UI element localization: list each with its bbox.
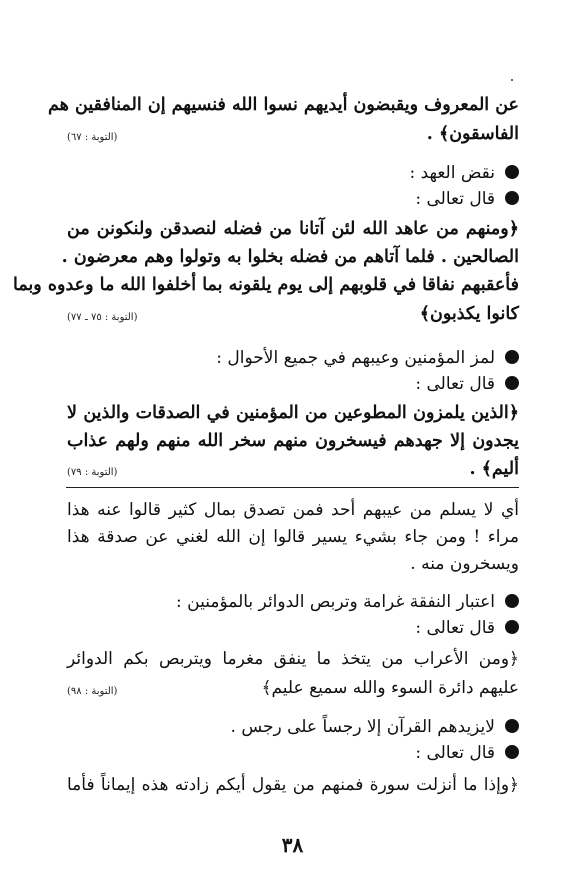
bullet-icon — [505, 620, 519, 634]
bullet-icon — [505, 191, 519, 205]
bullet-text: لمز المؤمنين وعيبهم في جميع الأحوال : — [216, 348, 495, 368]
quran-line: يجدون إلا جهدهم فيسخرون منهم سخر الله منهم ولهم عذاب — [67, 431, 519, 451]
bullet-item — [415, 371, 519, 397]
bullet-text: قال تعالى : — [415, 189, 495, 209]
quran-line-text: عليهم دائرة السوء والله سميع عليم﴾ — [261, 678, 519, 698]
bullet-item — [216, 345, 519, 371]
quran-line-text: أليم﴾ . — [469, 459, 519, 479]
quran-line-text: كانوا يكذبون﴾ — [419, 304, 519, 324]
bullet-icon — [505, 745, 519, 759]
quran-line: ﴿الذين يلمزون المطوعين من المؤمنين في الصدقات والذين لا — [67, 403, 519, 423]
commentary-line: مراء ! ومن جاء بشيء يسير قالوا إن الله لغني عن صدقة هذا — [67, 527, 519, 547]
separator-line — [66, 487, 519, 488]
quran-line: الصالحين . فلما آتاهم من فضله بخلوا به وتولوا وهم معرضون . — [61, 247, 519, 267]
bullet-icon — [505, 376, 519, 390]
bullet-icon — [505, 594, 519, 608]
verse-reference: (التوبة : ٧٩) — [67, 467, 118, 478]
bullet-text: قال تعالى : — [415, 374, 495, 394]
quran-line: ﴿وإذا ما أنزلت سورة فمنهم من يقول أيكم زادته هذه إيماناً فأما — [67, 775, 519, 795]
bullet-icon — [505, 719, 519, 733]
verse-reference: (التوبة : ٦٧) — [67, 132, 118, 143]
page-number: ٣٨ — [281, 833, 304, 857]
verse-reference: (التوبة : ٧٥ ـ ٧٧) — [67, 312, 138, 323]
quran-line: ﴿ومنهم من عاهد الله لئن آتانا من فضله لنصدقن ولنكونن من — [67, 219, 519, 239]
quran-line: عن المعروف ويقبضون أيديهم نسوا الله فنسيهم إن المنافقين هم — [48, 95, 519, 115]
bullet-item — [176, 589, 519, 615]
commentary-line: أي لا يسلم من عيبهم أحد فمن تصدق بمال كثير قالوا عنه هذا — [67, 500, 519, 520]
speck — [511, 79, 513, 81]
bullet-text: قال تعالى : — [415, 618, 495, 638]
bullet-item — [231, 714, 519, 740]
bullet-item — [409, 160, 519, 186]
bullet-item — [415, 186, 519, 212]
bullet-item — [415, 740, 519, 766]
quran-line-text: الفاسقون﴾ . — [426, 124, 519, 144]
bullet-text: لايزيدهم القرآن إلا رجساً على رجس . — [230, 717, 495, 737]
bullet-text: اعتبار النفقة غرامة وتربص الدوائر بالمؤمنين : — [176, 592, 495, 612]
bullet-icon — [505, 350, 519, 364]
quran-line: ﴿ومن الأعراب من يتخذ ما ينفق مغرما ويتربص بكم الدوائر — [67, 649, 519, 669]
bullet-text: نقض العهد : — [409, 163, 495, 183]
commentary-line: ويسخرون منه . — [410, 554, 519, 574]
bullet-text: قال تعالى : — [415, 743, 495, 763]
bullet-icon — [505, 165, 519, 179]
verse-reference: (التوبة : ٩٨) — [67, 686, 118, 697]
bullet-item — [415, 615, 519, 641]
quran-line: فأعقبهم نفاقا في قلوبهم إلى يوم يلقونه بما أخلفوا الله ما وعدوه وبما — [12, 275, 519, 295]
